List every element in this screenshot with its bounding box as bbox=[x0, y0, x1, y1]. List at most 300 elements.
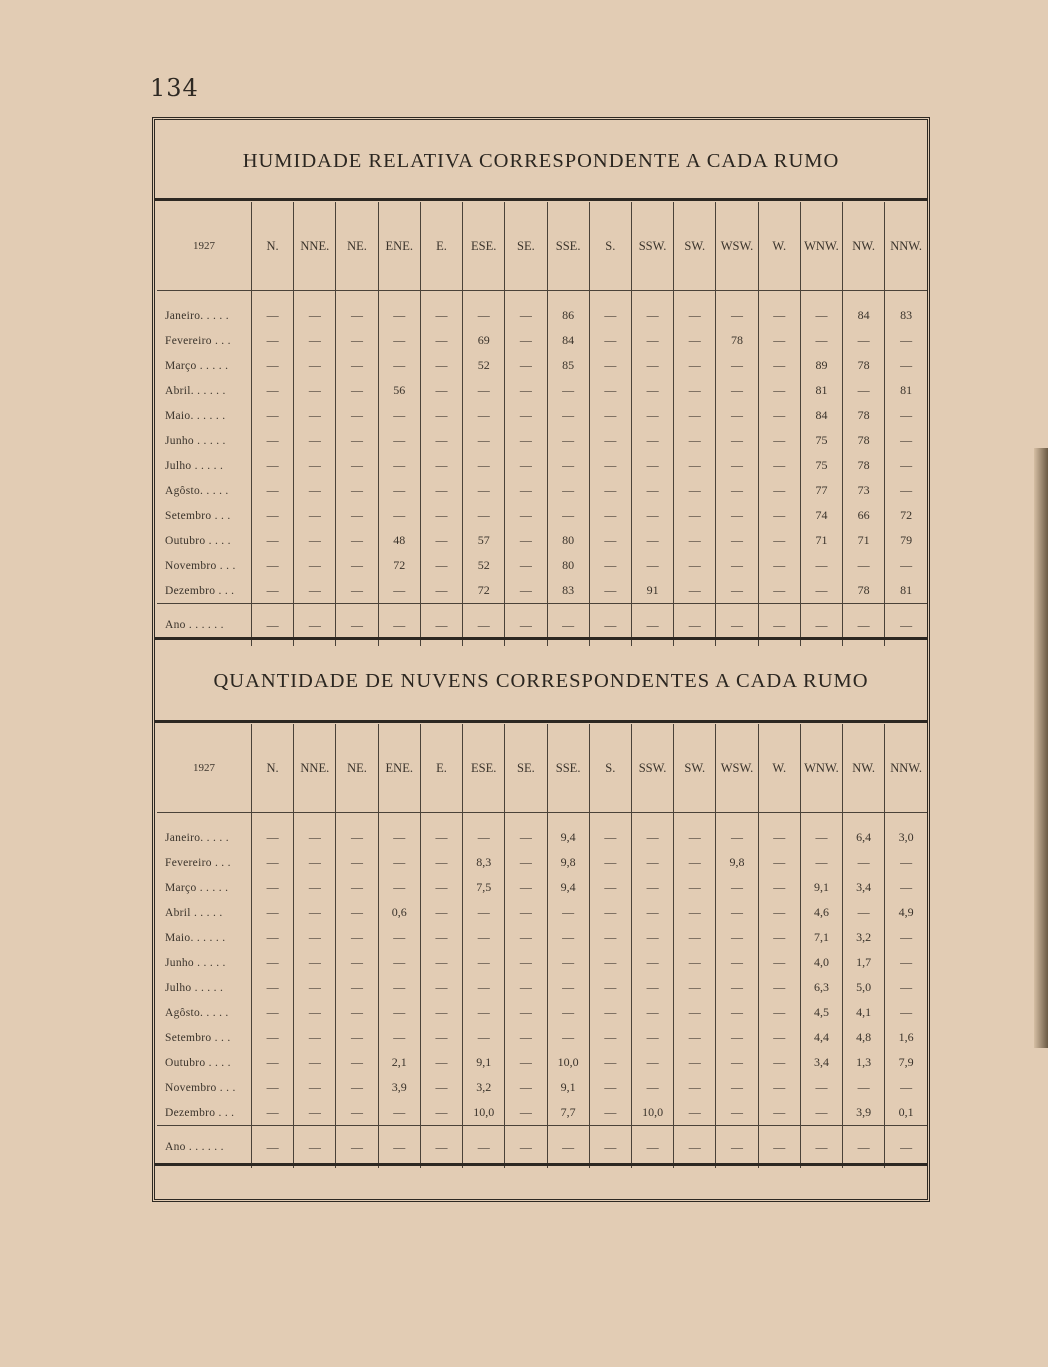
value-cell: — bbox=[589, 328, 631, 353]
value-cell: — bbox=[758, 975, 800, 1000]
direction-header: NW. bbox=[843, 724, 885, 813]
value-cell: 89 bbox=[800, 353, 842, 378]
value-cell: — bbox=[716, 553, 758, 578]
month-label: Janeiro. . . . . bbox=[165, 309, 229, 322]
direction-header: ENE. bbox=[378, 202, 420, 291]
value-cell: 10,0 bbox=[463, 1100, 505, 1126]
page-edge-shadow bbox=[1034, 448, 1048, 1048]
spacer-cell bbox=[336, 813, 378, 826]
value-cell: — bbox=[378, 478, 420, 503]
value-cell: — bbox=[294, 975, 336, 1000]
value-cell: — bbox=[674, 850, 716, 875]
value-cell: — bbox=[843, 900, 885, 925]
direction-header: SW. bbox=[674, 202, 716, 291]
value-cell: — bbox=[294, 378, 336, 403]
value-cell: — bbox=[547, 1025, 589, 1050]
spacer-cell bbox=[251, 291, 293, 304]
value-cell: 83 bbox=[885, 303, 927, 328]
value-cell: — bbox=[716, 950, 758, 975]
value-cell: — bbox=[589, 528, 631, 553]
value-cell: — bbox=[251, 1025, 293, 1050]
year-header: 1927 bbox=[157, 724, 251, 813]
value-cell: — bbox=[758, 503, 800, 528]
value-cell: — bbox=[674, 403, 716, 428]
table-row bbox=[157, 925, 927, 950]
value-cell: — bbox=[674, 1126, 716, 1169]
value-cell: — bbox=[716, 1100, 758, 1126]
direction-header: ESE. bbox=[463, 202, 505, 291]
value-cell: — bbox=[251, 453, 293, 478]
value-cell: — bbox=[589, 900, 631, 925]
value-cell: — bbox=[251, 900, 293, 925]
value-cell: — bbox=[631, 950, 673, 975]
annual-label: Ano . . . . . . bbox=[157, 1126, 251, 1169]
value-cell: — bbox=[505, 1025, 547, 1050]
value-cell: — bbox=[716, 353, 758, 378]
direction-header: WNW. bbox=[800, 202, 842, 291]
value-cell: — bbox=[505, 1000, 547, 1025]
value-cell: — bbox=[631, 875, 673, 900]
value-cell: — bbox=[631, 403, 673, 428]
humidity-title-rule bbox=[155, 198, 927, 201]
month-label: Outubro . . . . bbox=[165, 1056, 231, 1069]
value-cell: — bbox=[420, 553, 462, 578]
value-cell: — bbox=[251, 950, 293, 975]
value-cell: 75 bbox=[800, 428, 842, 453]
value-cell: — bbox=[758, 1000, 800, 1025]
value-cell: — bbox=[463, 503, 505, 528]
month-label: Julho . . . . . bbox=[165, 981, 224, 994]
value-cell: — bbox=[631, 925, 673, 950]
value-cell: — bbox=[251, 578, 293, 604]
value-cell: — bbox=[463, 900, 505, 925]
value-cell: — bbox=[294, 503, 336, 528]
direction-header: NE. bbox=[336, 724, 378, 813]
value-cell: — bbox=[378, 403, 420, 428]
value-cell: — bbox=[420, 378, 462, 403]
value-cell: — bbox=[885, 875, 927, 900]
value-cell: — bbox=[800, 1126, 842, 1169]
value-cell: — bbox=[547, 478, 589, 503]
value-cell: — bbox=[463, 1126, 505, 1169]
value-cell: — bbox=[505, 1126, 547, 1169]
value-cell: — bbox=[336, 428, 378, 453]
value-cell: 5,0 bbox=[843, 975, 885, 1000]
value-cell: — bbox=[547, 1000, 589, 1025]
value-cell: — bbox=[716, 1126, 758, 1169]
value-cell: 10,0 bbox=[631, 1100, 673, 1126]
value-cell: — bbox=[251, 1100, 293, 1126]
value-cell: — bbox=[716, 1075, 758, 1100]
clouds-bottom-rule bbox=[155, 1163, 927, 1166]
spacer-cell bbox=[800, 813, 842, 826]
table-row bbox=[157, 1050, 927, 1075]
value-cell: — bbox=[505, 453, 547, 478]
direction-header: WSW. bbox=[716, 724, 758, 813]
month-label: Junho . . . . . bbox=[165, 434, 226, 447]
value-cell: — bbox=[716, 1025, 758, 1050]
value-cell: 3,2 bbox=[463, 1075, 505, 1100]
value-cell: 1,7 bbox=[843, 950, 885, 975]
value-cell: — bbox=[631, 1075, 673, 1100]
value-cell: — bbox=[843, 378, 885, 403]
table-row bbox=[157, 328, 927, 353]
value-cell: 7,1 bbox=[800, 925, 842, 950]
spacer-cell bbox=[674, 291, 716, 304]
value-cell: 3,4 bbox=[843, 875, 885, 900]
value-cell: — bbox=[420, 825, 462, 850]
spacer-cell bbox=[463, 813, 505, 826]
value-cell: — bbox=[716, 403, 758, 428]
month-label: Julho . . . . . bbox=[165, 459, 224, 472]
value-cell: 48 bbox=[378, 528, 420, 553]
value-cell: 91 bbox=[631, 578, 673, 604]
value-cell: — bbox=[885, 1126, 927, 1169]
spacer-cell bbox=[589, 291, 631, 304]
spacer-row bbox=[157, 291, 927, 304]
value-cell: — bbox=[674, 453, 716, 478]
value-cell: 74 bbox=[800, 503, 842, 528]
value-cell: — bbox=[505, 975, 547, 1000]
value-cell: — bbox=[420, 428, 462, 453]
value-cell: 78 bbox=[843, 428, 885, 453]
value-cell: — bbox=[463, 403, 505, 428]
value-cell: — bbox=[758, 428, 800, 453]
table-row bbox=[157, 528, 927, 553]
value-cell: — bbox=[294, 850, 336, 875]
month-label: Fevereiro . . . bbox=[165, 856, 231, 869]
month-label: Abril . . . . . bbox=[165, 906, 223, 919]
direction-header: W. bbox=[758, 202, 800, 291]
value-cell: — bbox=[336, 478, 378, 503]
annual-label: Ano . . . . . . bbox=[157, 604, 251, 647]
value-cell: 84 bbox=[547, 328, 589, 353]
direction-header: E. bbox=[420, 202, 462, 291]
value-cell: — bbox=[716, 378, 758, 403]
value-cell: — bbox=[336, 875, 378, 900]
value-cell: — bbox=[885, 1000, 927, 1025]
value-cell: — bbox=[505, 403, 547, 428]
value-cell: — bbox=[631, 975, 673, 1000]
value-cell: — bbox=[294, 604, 336, 647]
value-cell: — bbox=[716, 503, 758, 528]
value-cell: — bbox=[674, 1000, 716, 1025]
value-cell: 73 bbox=[843, 478, 885, 503]
value-cell: — bbox=[294, 578, 336, 604]
value-cell: — bbox=[547, 428, 589, 453]
value-cell: — bbox=[336, 1025, 378, 1050]
clouds-table-title: QUANTIDADE DE NUVENS CORRESPONDENTES A CADA RUMO bbox=[213, 670, 869, 692]
value-cell: — bbox=[716, 528, 758, 553]
value-cell: — bbox=[336, 900, 378, 925]
value-cell: — bbox=[294, 478, 336, 503]
value-cell: — bbox=[378, 604, 420, 647]
table-row bbox=[157, 825, 927, 850]
value-cell: — bbox=[758, 1075, 800, 1100]
value-cell: — bbox=[378, 1000, 420, 1025]
table-row bbox=[157, 303, 927, 328]
value-cell: — bbox=[336, 925, 378, 950]
value-cell: — bbox=[800, 303, 842, 328]
value-cell: — bbox=[589, 353, 631, 378]
spacer-cell bbox=[294, 291, 336, 304]
spacer-cell bbox=[885, 291, 927, 304]
value-cell: — bbox=[800, 578, 842, 604]
spacer-cell bbox=[758, 813, 800, 826]
value-cell: — bbox=[631, 428, 673, 453]
humidity-table-title: HUMIDADE RELATIVA CORRESPONDENTE A CADA RUMO bbox=[242, 150, 840, 172]
value-cell: — bbox=[716, 1050, 758, 1075]
value-cell: — bbox=[547, 378, 589, 403]
value-cell: — bbox=[420, 975, 462, 1000]
direction-header: NNW. bbox=[885, 724, 927, 813]
value-cell: 80 bbox=[547, 553, 589, 578]
value-cell: 3,2 bbox=[843, 925, 885, 950]
value-cell: — bbox=[589, 403, 631, 428]
value-cell: 6,3 bbox=[800, 975, 842, 1000]
direction-header: SE. bbox=[505, 724, 547, 813]
value-cell: 9,8 bbox=[547, 850, 589, 875]
value-cell: — bbox=[378, 925, 420, 950]
value-cell: — bbox=[631, 1126, 673, 1169]
value-cell: 78 bbox=[843, 578, 885, 604]
value-cell: — bbox=[420, 303, 462, 328]
value-cell: — bbox=[336, 950, 378, 975]
value-cell: — bbox=[758, 378, 800, 403]
value-cell: 56 bbox=[378, 378, 420, 403]
value-cell: — bbox=[631, 604, 673, 647]
value-cell: — bbox=[631, 528, 673, 553]
table-row bbox=[157, 1100, 927, 1126]
value-cell: — bbox=[505, 1075, 547, 1100]
value-cell: — bbox=[420, 578, 462, 604]
direction-header: ENE. bbox=[378, 724, 420, 813]
table-row bbox=[157, 553, 927, 578]
value-cell: — bbox=[674, 1025, 716, 1050]
value-cell: — bbox=[420, 950, 462, 975]
value-cell: 3,9 bbox=[378, 1075, 420, 1100]
value-cell: — bbox=[378, 1100, 420, 1126]
value-cell: — bbox=[294, 875, 336, 900]
value-cell: — bbox=[885, 950, 927, 975]
value-cell: — bbox=[505, 850, 547, 875]
value-cell: — bbox=[420, 453, 462, 478]
spacer-cell bbox=[157, 813, 251, 826]
value-cell: 80 bbox=[547, 528, 589, 553]
value-cell: 6,4 bbox=[843, 825, 885, 850]
value-cell: — bbox=[758, 900, 800, 925]
value-cell: — bbox=[336, 825, 378, 850]
value-cell: — bbox=[251, 925, 293, 950]
value-cell: — bbox=[505, 1100, 547, 1126]
value-cell: 3,0 bbox=[885, 825, 927, 850]
value-cell: — bbox=[547, 900, 589, 925]
value-cell: — bbox=[463, 825, 505, 850]
value-cell: — bbox=[505, 604, 547, 647]
value-cell: — bbox=[589, 604, 631, 647]
value-cell: — bbox=[336, 403, 378, 428]
year-header: 1927 bbox=[157, 202, 251, 291]
spacer-cell bbox=[420, 813, 462, 826]
value-cell: — bbox=[336, 1000, 378, 1025]
value-cell: — bbox=[378, 428, 420, 453]
value-cell: — bbox=[589, 825, 631, 850]
table-row bbox=[157, 875, 927, 900]
spacer-cell bbox=[505, 813, 547, 826]
month-label: Dezembro . . . bbox=[165, 584, 235, 597]
value-cell: — bbox=[336, 1050, 378, 1075]
value-cell: — bbox=[378, 1025, 420, 1050]
value-cell: — bbox=[378, 578, 420, 604]
spacer-cell bbox=[547, 291, 589, 304]
value-cell: — bbox=[378, 453, 420, 478]
value-cell: — bbox=[885, 328, 927, 353]
value-cell: — bbox=[505, 328, 547, 353]
value-cell: — bbox=[674, 528, 716, 553]
value-cell: — bbox=[505, 900, 547, 925]
value-cell: — bbox=[420, 900, 462, 925]
page-number: 134 bbox=[150, 74, 199, 102]
value-cell: — bbox=[589, 1100, 631, 1126]
value-cell: 9,1 bbox=[463, 1050, 505, 1075]
value-cell: — bbox=[505, 428, 547, 453]
spacer-cell bbox=[378, 291, 420, 304]
value-cell: — bbox=[505, 578, 547, 604]
value-cell: — bbox=[758, 1025, 800, 1050]
month-label: Setembro . . . bbox=[165, 509, 231, 522]
value-cell: — bbox=[716, 875, 758, 900]
value-cell: 71 bbox=[843, 528, 885, 553]
spacer-cell bbox=[157, 291, 251, 304]
value-cell: — bbox=[885, 403, 927, 428]
value-cell: — bbox=[885, 1075, 927, 1100]
value-cell: — bbox=[758, 353, 800, 378]
value-cell: — bbox=[758, 1050, 800, 1075]
value-cell: 4,9 bbox=[885, 900, 927, 925]
value-cell: — bbox=[589, 478, 631, 503]
value-cell: — bbox=[336, 453, 378, 478]
value-cell: — bbox=[251, 478, 293, 503]
value-cell: — bbox=[463, 604, 505, 647]
value-cell: — bbox=[589, 925, 631, 950]
value-cell: — bbox=[800, 850, 842, 875]
value-cell: — bbox=[294, 353, 336, 378]
value-cell: — bbox=[378, 1126, 420, 1169]
value-cell: — bbox=[294, 1100, 336, 1126]
value-cell: — bbox=[674, 975, 716, 1000]
month-label: Outubro . . . . bbox=[165, 534, 231, 547]
direction-header: SSE. bbox=[547, 202, 589, 291]
value-cell: — bbox=[251, 975, 293, 1000]
value-cell: — bbox=[420, 850, 462, 875]
value-cell: 4,4 bbox=[800, 1025, 842, 1050]
value-cell: — bbox=[378, 353, 420, 378]
value-cell: 3,4 bbox=[800, 1050, 842, 1075]
value-cell: — bbox=[547, 950, 589, 975]
value-cell: — bbox=[631, 850, 673, 875]
value-cell: — bbox=[843, 328, 885, 353]
value-cell: — bbox=[420, 1025, 462, 1050]
value-cell: 71 bbox=[800, 528, 842, 553]
value-cell: — bbox=[589, 1000, 631, 1025]
value-cell: — bbox=[589, 1126, 631, 1169]
value-cell: — bbox=[885, 553, 927, 578]
value-cell: — bbox=[420, 604, 462, 647]
value-cell: — bbox=[758, 403, 800, 428]
value-cell: 0,6 bbox=[378, 900, 420, 925]
value-cell: — bbox=[589, 428, 631, 453]
value-cell: 83 bbox=[547, 578, 589, 604]
value-cell: — bbox=[420, 1000, 462, 1025]
value-cell: 52 bbox=[463, 353, 505, 378]
value-cell: — bbox=[378, 328, 420, 353]
value-cell: — bbox=[463, 925, 505, 950]
value-cell: — bbox=[589, 1025, 631, 1050]
value-cell: 52 bbox=[463, 553, 505, 578]
value-cell: — bbox=[589, 303, 631, 328]
value-cell: — bbox=[674, 353, 716, 378]
value-cell: — bbox=[758, 303, 800, 328]
value-cell: — bbox=[674, 328, 716, 353]
value-cell: — bbox=[505, 553, 547, 578]
value-cell: — bbox=[336, 528, 378, 553]
month-label: Junho . . . . . bbox=[165, 956, 226, 969]
spacer-cell bbox=[420, 291, 462, 304]
value-cell: — bbox=[674, 950, 716, 975]
value-cell: — bbox=[463, 428, 505, 453]
annual-row bbox=[157, 1126, 927, 1169]
value-cell: — bbox=[251, 303, 293, 328]
value-cell: 3,9 bbox=[843, 1100, 885, 1126]
value-cell: — bbox=[378, 850, 420, 875]
value-cell: — bbox=[378, 975, 420, 1000]
value-cell: — bbox=[758, 528, 800, 553]
value-cell: 4,5 bbox=[800, 1000, 842, 1025]
value-cell: 84 bbox=[843, 303, 885, 328]
table-row bbox=[157, 1075, 927, 1100]
value-cell: — bbox=[716, 453, 758, 478]
value-cell: — bbox=[505, 950, 547, 975]
spacer-cell bbox=[547, 813, 589, 826]
value-cell: — bbox=[589, 850, 631, 875]
value-cell: — bbox=[505, 825, 547, 850]
value-cell: — bbox=[674, 1100, 716, 1126]
value-cell: — bbox=[336, 604, 378, 647]
header-row bbox=[157, 202, 927, 291]
value-cell: — bbox=[674, 428, 716, 453]
clouds-title-rule bbox=[155, 720, 927, 723]
value-cell: — bbox=[758, 478, 800, 503]
value-cell: — bbox=[631, 1000, 673, 1025]
value-cell: — bbox=[294, 303, 336, 328]
value-cell: 78 bbox=[716, 328, 758, 353]
direction-header: E. bbox=[420, 724, 462, 813]
value-cell: 9,1 bbox=[800, 875, 842, 900]
spacer-cell bbox=[631, 291, 673, 304]
direction-header: SSW. bbox=[631, 202, 673, 291]
spacer-cell bbox=[463, 291, 505, 304]
direction-header: NNE. bbox=[294, 724, 336, 813]
month-label: Janeiro. . . . . bbox=[165, 831, 229, 844]
value-cell: — bbox=[505, 875, 547, 900]
direction-header: NE. bbox=[336, 202, 378, 291]
value-cell: — bbox=[505, 528, 547, 553]
spacer-cell bbox=[589, 813, 631, 826]
value-cell: 4,8 bbox=[843, 1025, 885, 1050]
value-cell: — bbox=[800, 553, 842, 578]
value-cell: — bbox=[294, 1050, 336, 1075]
value-cell: — bbox=[674, 925, 716, 950]
